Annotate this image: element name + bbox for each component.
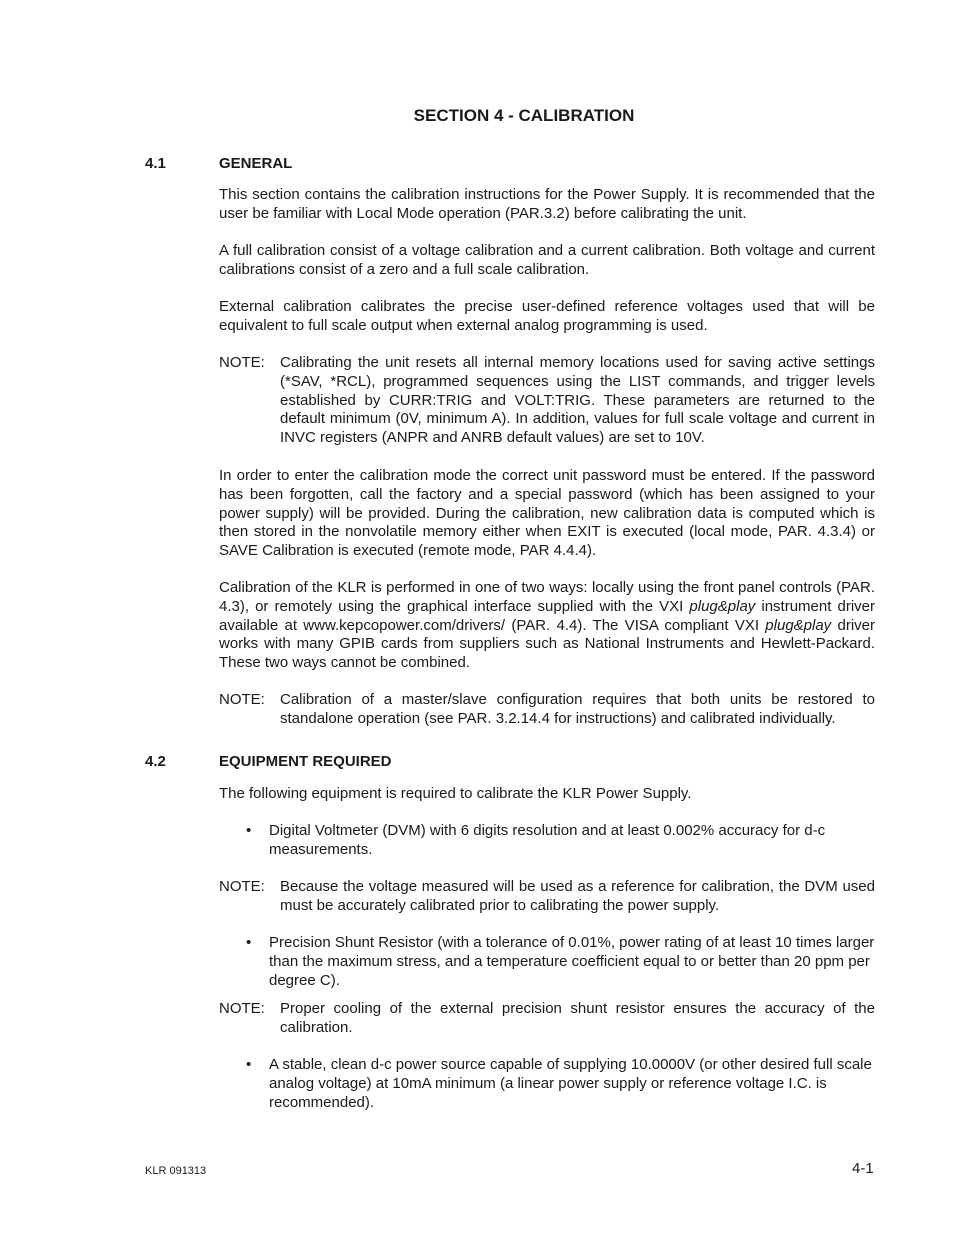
note-text: Proper cooling of the external precision shunt resistor ensures the accuracy of the calibration. bbox=[280, 1000, 875, 1036]
section-title: SECTION 4 - CALIBRATION bbox=[413, 106, 635, 125]
note-label: NOTE: bbox=[219, 1000, 265, 1017]
note-text: Calibrating the unit resets all internal memory locations used for saving active settings (*SAV, *RCL), programmed sequences using the LIST commands, and trigger levels established by CURR:TRIG and VOLT:TRIG. These parameters are returned to the default minimum (0V, minimum A). In addition, values for full scale voltage and current in INVC registers (ANPR and ANRB default values) are set to 10V. bbox=[280, 354, 875, 447]
list-item-power-source bbox=[246, 1056, 876, 1112]
paragraph-calibration-methods: Calibration of the KLR is performed in one of two ways: locally using the front panel controls (PAR. 4.3), or remotely using the graphical interface supplied with the VXI plug&play instrument driver available at www.kepcopower.com/drivers/ (PAR. 4.4). The VISA compliant VXI plug&play driver works with many GPIB cards from suppliers such as National Instruments and Hewlett-Packard. These two ways cannot be combined. bbox=[219, 579, 875, 672]
footer-document-id: KLR 091313 bbox=[145, 1165, 207, 1177]
list-item-text: A stable, clean d-c power source capable of supplying 10.0000V (or other desired full scale analog voltage) at 10mA minimum (a linear power supply or reference voltage I.C. is recommended). bbox=[269, 1056, 872, 1111]
note-label: NOTE: bbox=[219, 354, 265, 371]
heading-text: GENERAL bbox=[219, 155, 293, 172]
footer-page-number: 4-1 bbox=[852, 1160, 874, 1177]
paragraph-password: In order to enter the calibration mode the correct unit password must be entered. If the password has been forgotten, call the factory and a special password (which has been assigned to your power supply) will be provided. During the calibration, new calibration data is computed which is then stored in the nonvolatile memory either when EXIT is executed (local mode, PAR. 4.3.4) or SAVE Calibration is executed (remote mode, PAR 4.4.4). bbox=[219, 467, 875, 560]
heading-text: EQUIPMENT REQUIRED bbox=[219, 753, 392, 770]
list-item-dvm bbox=[246, 822, 876, 860]
note-label: NOTE: bbox=[219, 878, 265, 895]
note-text: Calibration of a master/slave configuration requires that both units be restored to standalone operation (see PAR. 3.2.14.4 for instructions) and calibrated individually. bbox=[280, 691, 875, 727]
heading-4-1 bbox=[145, 155, 292, 172]
list-item-text: Precision Shunt Resistor (with a tolerance of 0.01%, power rating of at least 10 times larger than the maximum stress, and a temperature coefficient equal to or better than 20 ppm per degree C). bbox=[269, 934, 875, 989]
note-label: NOTE: bbox=[219, 691, 265, 708]
note-master-slave bbox=[219, 691, 875, 729]
bullet-icon: • bbox=[246, 1056, 252, 1073]
paragraph-full-calibration: A full calibration consist of a voltage calibration and a current calibration. Both voltage and current calibrations consist of a zero and a full scale calibration. bbox=[219, 242, 875, 278]
note-text: Because the voltage measured will be used as a reference for calibration, the DVM used must be accurately calibrated prior to calibrating the power supply. bbox=[280, 878, 875, 914]
paragraph-equipment-intro: The following equipment is required to calibrate the KLR Power Supply. bbox=[219, 785, 692, 802]
bullet-icon: • bbox=[246, 822, 252, 839]
note-shunt-cooling bbox=[219, 1000, 875, 1038]
note-dvm bbox=[219, 878, 875, 916]
list-item-shunt-resistor bbox=[246, 934, 876, 990]
paragraph-intro: This section contains the calibration instructions for the Power Supply. It is recommended that the user be familiar with Local Mode operation (PAR.3.2) before calibrating the unit. bbox=[219, 186, 875, 222]
paragraph-external-calibration: External calibration calibrates the precise user-defined reference voltages used that will be equivalent to full scale output when external analog programming is used. bbox=[219, 298, 875, 334]
heading-4-2 bbox=[145, 753, 392, 770]
list-item-text: Digital Voltmeter (DVM) with 6 digits resolution and at least 0.002% accuracy for d-c measurements. bbox=[269, 822, 826, 858]
heading-number: 4.1 bbox=[145, 155, 166, 172]
heading-number: 4.2 bbox=[145, 753, 166, 770]
bullet-icon: • bbox=[246, 934, 252, 951]
note-memory-reset bbox=[219, 354, 875, 448]
